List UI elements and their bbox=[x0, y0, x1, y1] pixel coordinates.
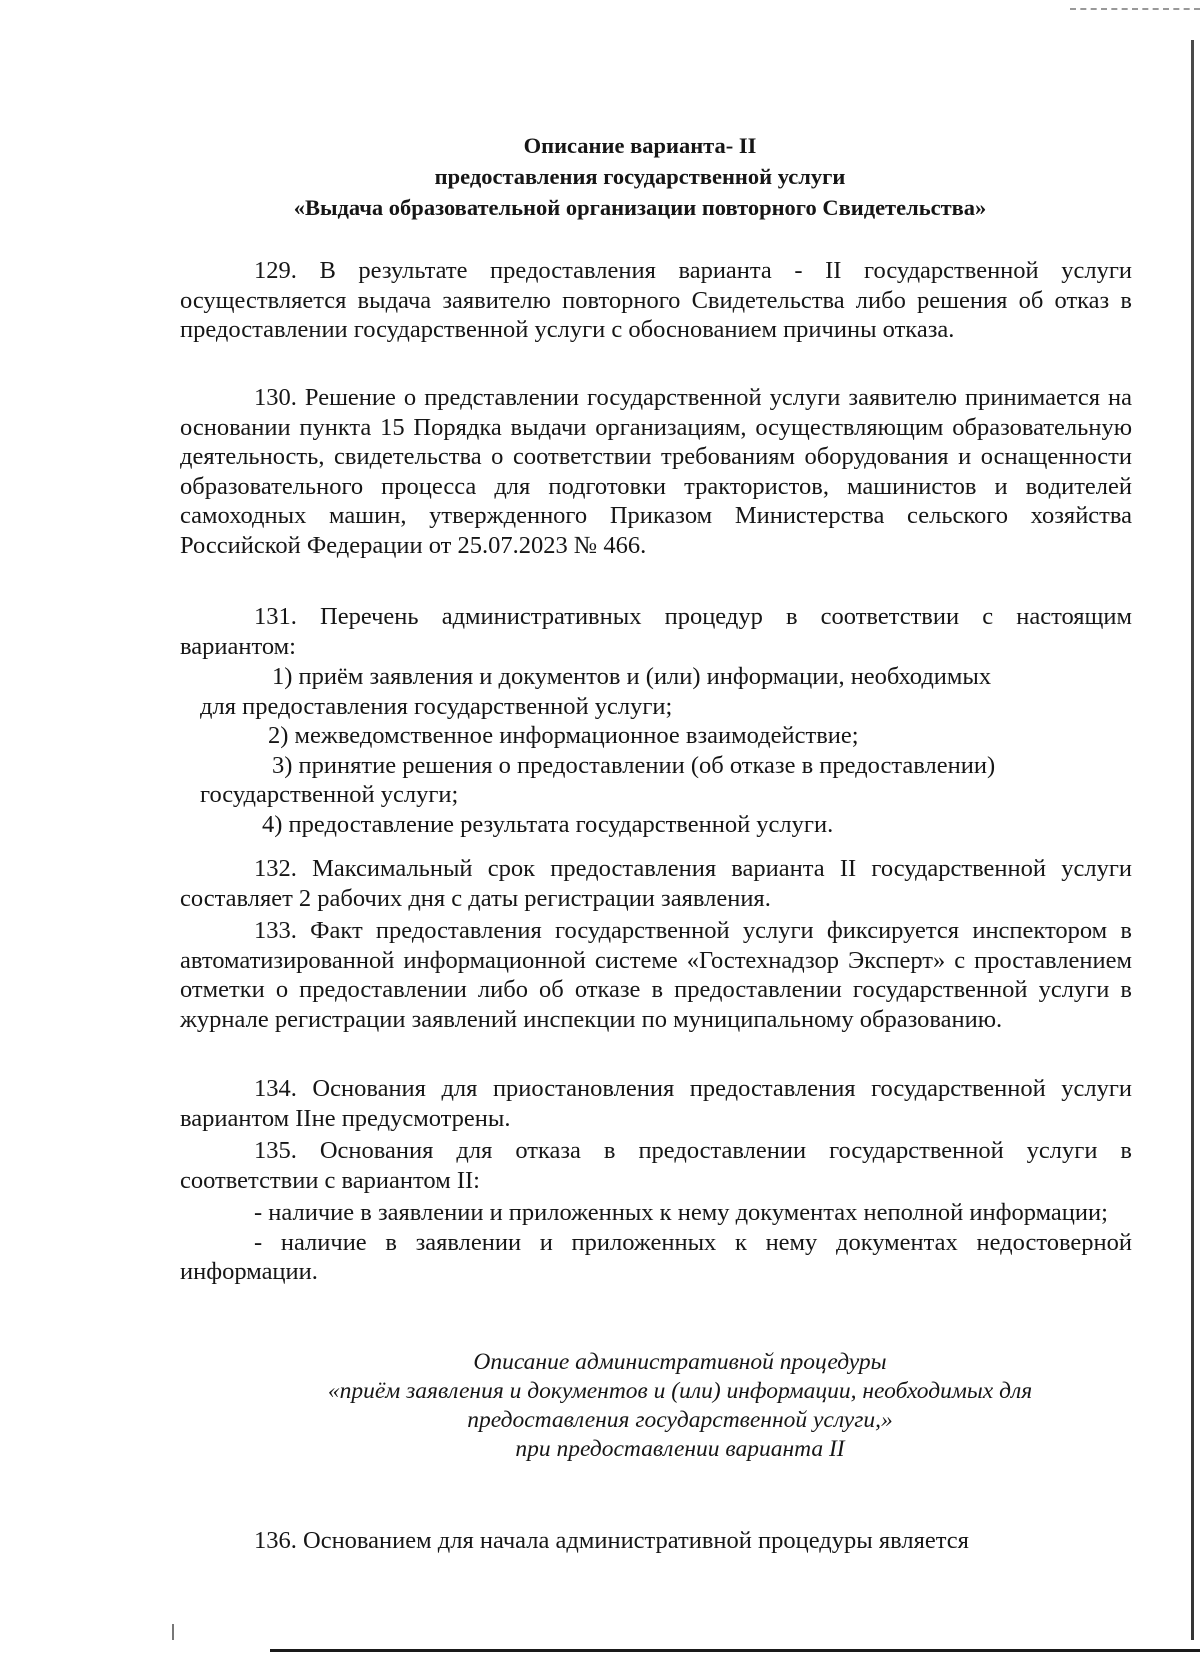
subheading-line-4: при предоставлении варианта II bbox=[515, 1436, 845, 1462]
heading-line-3: «Выдача образовательной организации повторного Свидетельства» bbox=[293, 195, 987, 220]
subheading-line-3: предоставления государственной услуги,» bbox=[467, 1407, 893, 1433]
paragraph-135: 135. Основания для отказа в предоставлении государственной услуги в соответствии с вариантом II: bbox=[180, 1137, 1132, 1194]
list-item-1-line-1: 1) приём заявления и документов и (или) информации, необходимых bbox=[272, 663, 992, 690]
scan-mark bbox=[172, 1624, 174, 1640]
procedure-subheading bbox=[230, 1348, 1130, 1464]
list-item-3-line-1: 3) принятие решения о предоставлении (об отказе в предоставлении) bbox=[272, 751, 996, 779]
refusal-ground-2: - наличие в заявлении и приложенных к нему документах недостоверной информации. bbox=[180, 1228, 1132, 1285]
heading-line-1: Описание варианта- II bbox=[523, 133, 757, 158]
paragraph-132: 132. Максимальный срок предоставления варианта II государственной услуги составляет 2 рабочих дня с даты регистрации заявления. bbox=[180, 855, 1132, 912]
paragraph-129: 129. В результате предоставления варианта - II государственной услуги осуществляется выдача заявителю повторного Свидетельства либо решения об отказ в предоставлении государственной услуги с обоснованием причины отказа. bbox=[180, 257, 1132, 343]
list-item-3-line-2: государственной услуги; bbox=[200, 781, 459, 808]
refusal-ground-1: - наличие в заявлении и приложенных к нему документах неполной информации; bbox=[254, 1199, 1108, 1226]
heading-line-2: предоставления государственной услуги bbox=[434, 164, 846, 189]
scan-edge-top bbox=[1070, 8, 1200, 10]
document-heading bbox=[170, 130, 1110, 223]
procedure-list bbox=[180, 662, 1132, 839]
scan-edge-bottom bbox=[270, 1649, 1200, 1652]
subheading-line-1: Описание административной процедуры bbox=[473, 1349, 887, 1375]
paragraph-134: 134. Основания для приостановления предоставления государственной услуги вариантом IIне предусмотрены. bbox=[180, 1075, 1132, 1132]
list-item-1-line-2: для предоставления государственной услуги; bbox=[200, 692, 673, 720]
paragraph-130: 130. Решение о представлении государственной услуги заявителю принимается на основании пункта 15 Порядка выдачи организациям, осуществляющим образовательную деятельность, свидетельства о соответствии требованиям оборудования и оснащенности образовательного процесса для подготовки трактористов, машинистов и водителей самоходных машин, утвержденного Приказом Министерства сельского хозяйства Российской Федерации от 25.07.2023 № 466. bbox=[180, 384, 1132, 559]
scan-edge-right bbox=[1191, 40, 1194, 1640]
paragraph-131: 131. Перечень административных процедур в соответствии с настоящим вариантом: bbox=[180, 603, 1132, 660]
list-item-4: 4) предоставление результата государственной услуги. bbox=[262, 810, 834, 838]
paragraph-133: 133. Факт предоставления государственной услуги фиксируется инспектором в автоматизированной информационной системе «Гостехнадзор Эксперт» с проставлением отметки о предоставлении либо об отказе в предоставлении государственной услуги в журнале регистрации заявлений инспекции по муниципальному образованию. bbox=[180, 917, 1132, 1033]
subheading-line-2: «приём заявления и документов и (или) информации, необходимых для bbox=[327, 1378, 1033, 1404]
paragraph-136: 136. Основанием для начала административной процедуры является bbox=[254, 1527, 969, 1554]
refusal-grounds-list bbox=[180, 1198, 1132, 1287]
list-item-2: 2) межведомственное информационное взаимодействие; bbox=[268, 722, 859, 749]
